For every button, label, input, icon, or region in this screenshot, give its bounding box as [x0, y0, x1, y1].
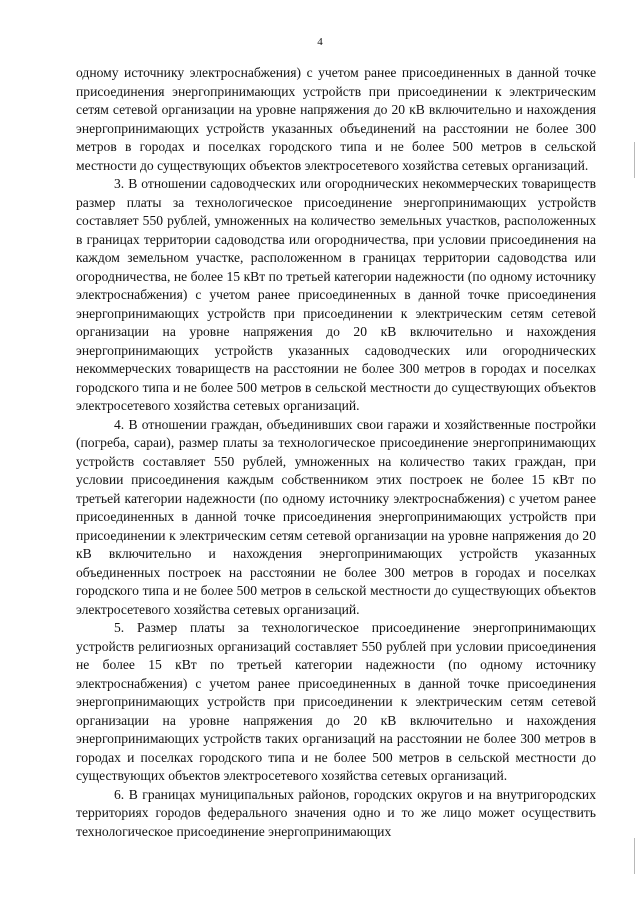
margin-scan-mark-top: [634, 142, 635, 178]
paragraph-continuation: одному источнику электроснабжения) с учетом ранее присоединенных в данной точке присоединения энергопринимающих устройств при присоединении к электрическим сетям сетевой организации на уровне напряжения до 20 кВ включительно и нахождения энергопринимающих устройств указанных объединений на расстоянии не более 300 метров в городах и поселках городского типа и не более 500 метров в сельской местности до существующих объектов электросетевого хозяйства сетевых организаций.: [76, 65, 596, 173]
page-number: 4: [317, 36, 323, 48]
paragraph-item-4: 4. В отношении граждан, объединивших свои гаражи и хозяйственные постройки (погреба, сараи), размер платы за технологическое присоединение энергопринимающих устройств составляет 550 рублей, умноженных на количество таких граждан, при условии присоединения каждым собственником этих построек не более 15 кВт по третьей категории надежности (по одному источнику электроснабжения) с учетом ранее присоединенных в данной точке присоединения энергопринимающих устройств при присоединении к электрическим сетям сетевой организации на уровне напряжения до 20 кВ включительно и нахождения энергопринимающих устройств указанных объединенных построек на расстоянии не более 300 метров в городах и поселках городского типа и не более 500 метров в сельской местности до существующих объектов электросетевого хозяйства сетевых организаций.: [76, 416, 596, 617]
document-body: [76, 64, 596, 841]
paragraph-item-3: 3. В отношении садоводческих или огороднических некоммерческих товариществ размер платы за технологическое присоединение энергопринимающих устройств составляет 550 рублей, умноженных на количество земельных участков, расположенных в границах территории садоводства или огородничества, при условии присоединения на каждом земельном участке, расположенном в границах территории садоводства или огородничества, не более 15 кВт по третьей категории надежности (по одному источнику электроснабжения) с учетом ранее присоединенных в данной точке присоединения энергопринимающих устройств при присоединении к электрическим сетям сетевой организации на уровне напряжения до 20 кВ включительно и нахождения энергопринимающих устройств указанных садоводческих или огороднических некоммерческих товариществ на расстоянии не более 300 метров в городах и поселках городского типа и не более 500 метров в сельской местности до существующих объектов электросетевого хозяйства сетевых организаций.: [76, 176, 596, 413]
paragraph-item-6: 6. В границах муниципальных районов, городских округов и на внутригородских территориях городов федерального значения одно и то же лицо может осуществить технологическое присоединение энергопринимающих: [76, 786, 596, 839]
margin-scan-mark-bottom: [634, 838, 635, 874]
paragraph-item-5: 5. Размер платы за технологическое присоединение энергопринимающих устройств религиозных организаций составляет 550 рублей при условии присоединения не более 15 кВт по третьей категории надежности (по одному источнику электроснабжения) с учетом ранее присоединенных в данной точке присоединения энергопринимающих устройств при присоединении к электрическим сетям сетевой организации на уровне напряжения до 20 кВ включительно и нахождения энергопринимающих устройств таких организаций на расстоянии не более 300 метров в городах и поселках городского типа и не более 500 метров в сельской местности до существующих объектов электросетевого хозяйства сетевых организаций.: [76, 620, 596, 783]
